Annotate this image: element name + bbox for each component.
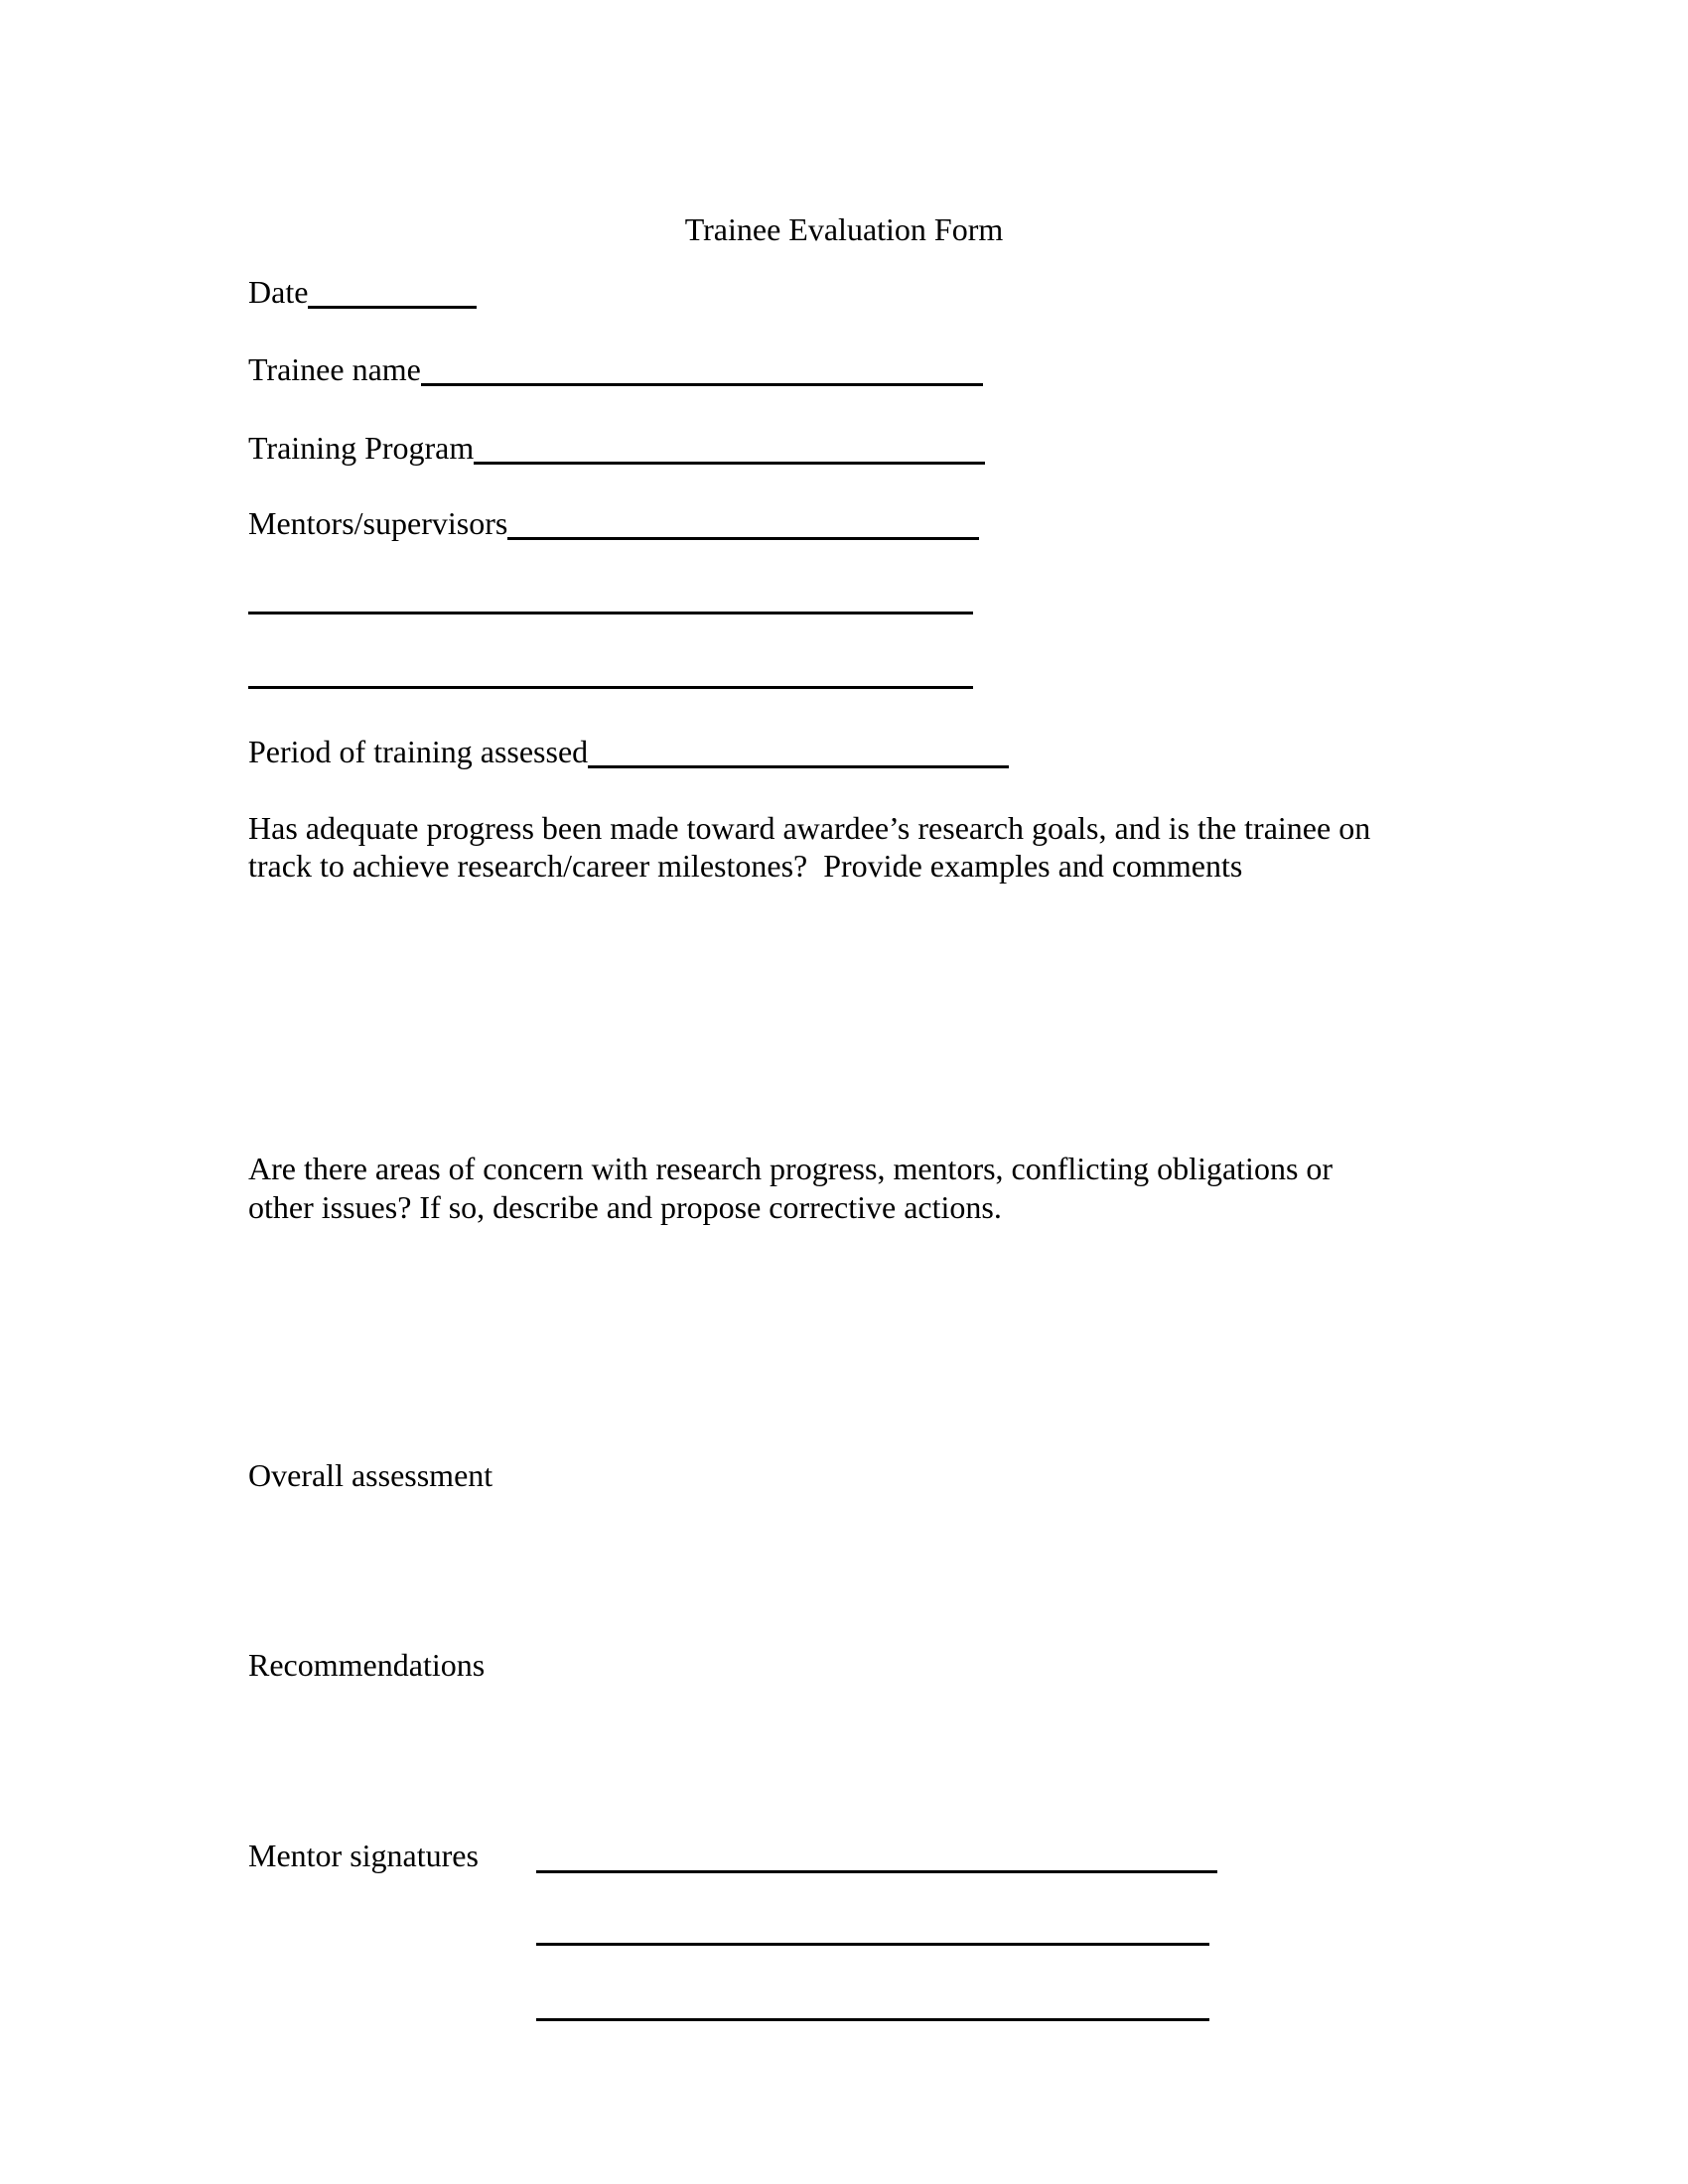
trainee-name-fill-line [421, 383, 983, 386]
field-label-trainee-name: Trainee name [248, 351, 421, 387]
section-label-mentor-signatures: Mentor signatures [248, 1838, 479, 1873]
date-fill-line [308, 306, 477, 309]
field-row-period-of-training [248, 733, 1009, 770]
question-concerns-line-1: Are there areas of concern with research progress, mentors, conflicting obligations or [248, 1151, 1334, 1186]
field-label-mentors-supervisors: Mentors/supervisors [248, 505, 508, 541]
question-progress-line-2: track to achieve research/career milestones? Provide examples and comments [248, 848, 1243, 884]
field-row-date [248, 273, 477, 311]
section-label-overall-assessment: Overall assessment [248, 1457, 493, 1493]
mentors-continuation-line-1 [248, 612, 973, 614]
mentors-continuation-line-2 [248, 686, 973, 689]
question-progress-line-1: Has adequate progress been made toward awardee’s research goals, and is the trainee on [248, 810, 1371, 846]
signature-line-2 [536, 1943, 1209, 1946]
field-label-period-of-training: Period of training assessed [248, 734, 589, 769]
field-row-trainee-name [248, 350, 983, 388]
field-row-mentors-supervisors [248, 504, 979, 542]
field-row-training-program [248, 429, 985, 467]
period-fill-line [588, 765, 1009, 768]
signature-line-1 [536, 1870, 1217, 1873]
signature-line-3 [536, 2018, 1209, 2021]
page-title: Trainee Evaluation Form [684, 211, 1004, 247]
section-label-recommendations: Recommendations [248, 1647, 486, 1683]
mentors-fill-line [507, 537, 979, 540]
training-program-fill-line [474, 462, 985, 465]
field-label-training-program: Training Program [248, 430, 475, 466]
field-label-date: Date [248, 274, 309, 310]
question-concerns-line-2: other issues? If so, describe and propose corrective actions. [248, 1189, 1002, 1225]
